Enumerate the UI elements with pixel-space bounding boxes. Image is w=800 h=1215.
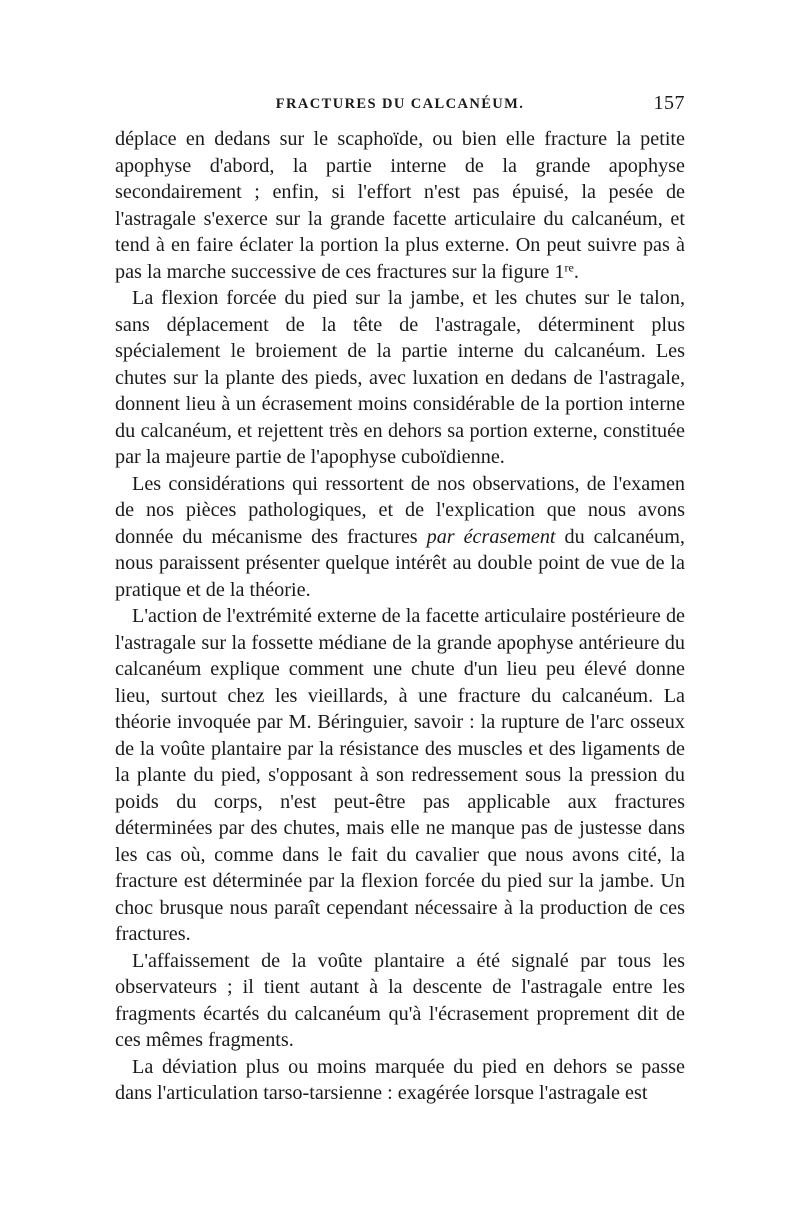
- paragraph-3: [115, 471, 685, 604]
- running-title: FRACTURES DU CALCANÉUM.: [275, 96, 525, 112]
- paragraph-5: L'affaissement de la voûte plantaire a été signalé par tous les observateurs ; il tient autant à la descente de l'astragale entre les fragments écartés du calcanéum qu'à l'écrasement proprement dit de ces mêmes fragments.: [115, 949, 685, 1051]
- paragraph-4: L'action de l'extrémité externe de la facette articulaire postérieure de l'astragale sur la fossette médiane de la grande apophyse antérieure du calcanéum explique comment une chute d'un lieu peu élevé donne lieu, surtout chez les vieillards, à une fracture du calcanéum. La théorie invoquée par M. Béringuier, savoir : la rupture de l'arc osseux de la voûte plantaire par la résistance des muscles et des ligaments de la plante du pied, s'opposant à son redressement sous la pression du poids du corps, n'est peut-être pas applicable aux fractures déterminées par des chutes, mais elle ne manque pas de justesse dans les cas où, comme dans le fait du cavalier que nous avons cité, la fracture est déterminée par la flexion forcée du pied sur la jambe. Un choc brusque nous paraît cependant nécessaire à la production de ces fractures.: [115, 605, 685, 945]
- body-text: [115, 126, 685, 1107]
- superscript-re: re: [564, 259, 574, 274]
- paragraph-2: La flexion forcée du pied sur la jambe, et les chutes sur le talon, sans déplacement de la tête de l'astragale, déterminent plus spécialement le broiement de la partie interne du calcanéum. Les chutes sur la plante des pieds, avec luxation en dedans de l'astragale, donnent lieu à un écrasement moins considérable de la portion interne du calcanéum, et rejettent très en dehors sa portion externe, constituée par la majeure partie de l'apophyse cuboïdienne.: [115, 287, 685, 468]
- page-number: 157: [653, 92, 685, 114]
- paragraph-3-italic: par écrasement: [426, 525, 556, 548]
- paragraph-3-text-b: du calcanéum, nous paraissent présenter quelque intérêt au double point de vue de la pratique et de la théorie.: [115, 525, 685, 601]
- running-head: [115, 88, 685, 118]
- paragraph-1: [115, 126, 685, 285]
- paragraph-1-text: déplace en dedans sur le scaphoïde, ou bien elle fracture la petite apophyse d'abord, la partie interne de la grande apophyse secondairement ; enfin, si l'effort n'est pas épuisé, la pesée de l'astragale s'exerce sur la grande facette articulaire du calcanéum, et tend à en faire éclater la portion la plus externe. On peut suivre pas à pas la marche successive de ces fractures sur la figure 1: [115, 128, 685, 283]
- paragraph-1-end: .: [573, 260, 579, 283]
- paragraph-6: La déviation plus ou moins marquée du pied en dehors se passe dans l'articulation tarso-tarsienne : exagérée lorsque l'astragale est: [115, 1055, 685, 1104]
- paragraph-3-text-a: Les considérations qui ressortent de nos observations, de l'examen de nos pièces pathologiques, et de l'explication que nous avons donnée du mécanisme des fractures: [115, 472, 685, 548]
